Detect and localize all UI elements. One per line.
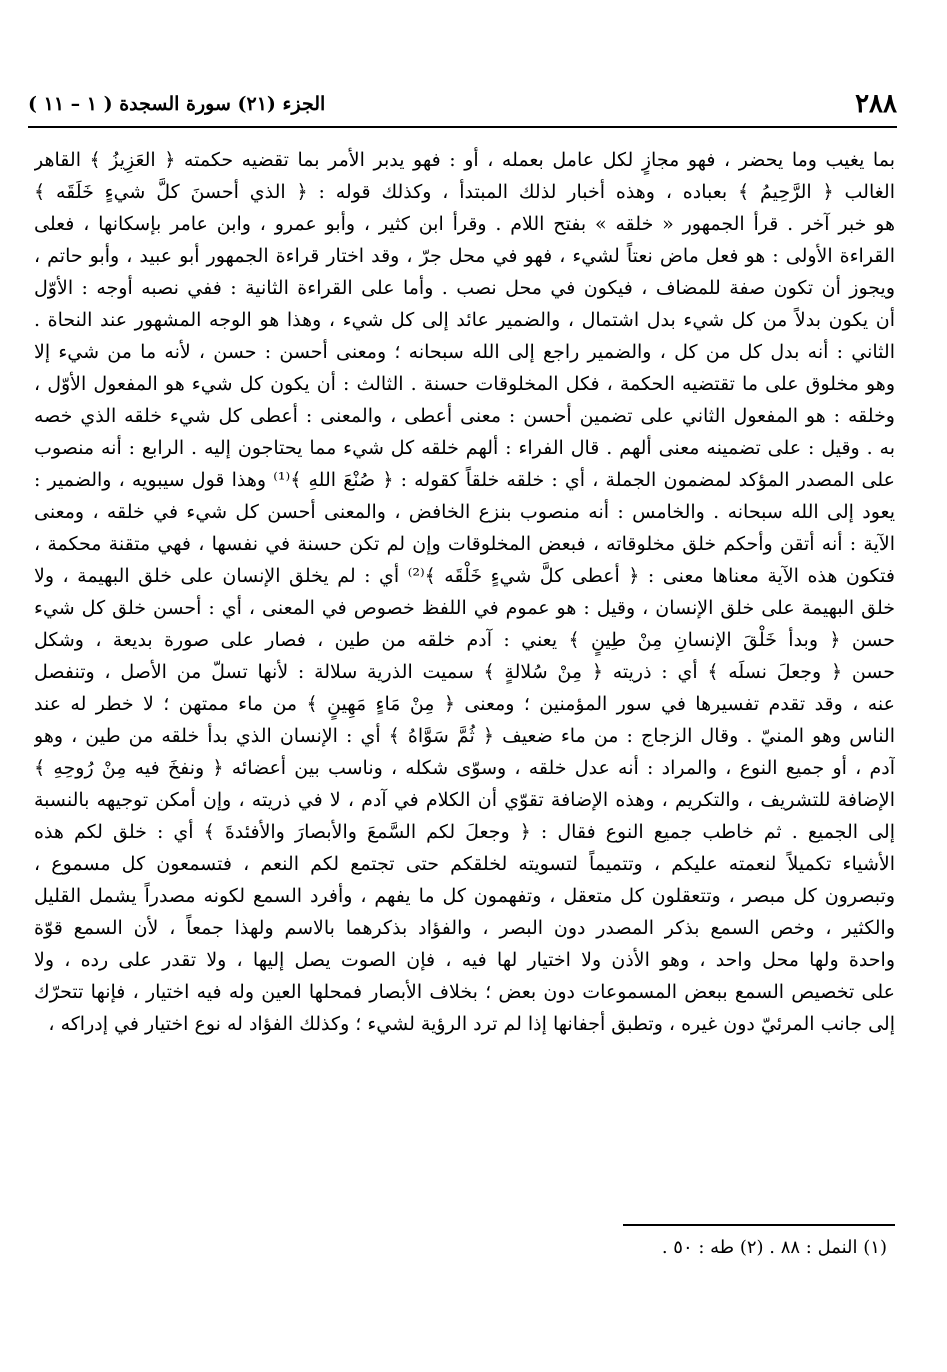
tafsir-text xyxy=(34,144,895,1040)
text-line: وخلقه : هو المفعول الثاني على تضمين أحسن : معنى أعطى ، والمعنى : أعطى كل شيء خلقه الذي خصه xyxy=(34,405,895,427)
text-line: الإضافة للتشريف ، والتكريم ، وهذه الإضافة تقوّي أن الكلام في آدم ، لا في ذريته ، وإن أمكن توجيهه بالنسبة xyxy=(34,789,895,811)
text-line: حسن ﴿ وبدأ خَلْقَ الإنسانِ مِنْ طِينٍ ﴾ يعني : آدم خلقه من طين ، فصار على صورة بديعة ، وشكل xyxy=(34,629,895,651)
text-line: وتبصرون كل مبصر ، وتتعقلون كل متعقل ، وتفهمون كل ما يفهم ، وأفرد السمع لكونه مصدراً يشمل القليل xyxy=(34,885,895,907)
text-line: على المصدر المؤكد لمضمون الجملة ، أي : خلقه خلقاً كقوله : ﴿ صُنْعَ اللهِ ﴾⁽¹⁾ وهذا قول سيبويه ، والضمير : xyxy=(34,469,895,491)
text-line: الآية : أنه أتقن وأحكم خلق مخلوقاته ، فبعض المخلوقات وإن لم تكن حسنة في نفسها ، فهي متقنة محكمة ، xyxy=(34,533,895,555)
text-line: إلى الجميع . ثم خاطب جميع النوع فقال : ﴿ وجعلَ لكم السَّمعَ والأبصارَ والأفئدةَ ﴾ أي : خلق لكم هذه xyxy=(34,821,895,843)
running-title: الجزء (٢١) سورة السجدة ( ١ – ١١ ) xyxy=(28,93,326,115)
text-line: عنه ، وقد تقدم تفسيرها في سور المؤمنين ؛ ومعنى ﴿ مِنْ مَاءٍ مَهِينٍ ﴾ من ماء ممتهن ؛ لا خطر له عند xyxy=(34,693,895,715)
text-line: آدم ، أو جميع النوع ، والمراد : أنه عدل خلقه ، وسوّى شكله ، وناسب بين أعضائه ﴿ ونفخَ فيه مِنْ رُوحِهِ ﴾ xyxy=(34,757,895,779)
text-line: إلى جانب المرئيّ دون غيره ، وتطبق أجفانها إذا لم ترد الرؤية لشيء ؛ وكذلك الفؤاد له نوع اختيار في إدراكه ، xyxy=(48,1013,895,1035)
text-line: ويجوز أن تكون صفة للمضاف ، فيكون في محل نصب . وأما على القراءة الثانية : ففي نصبه أوجه : الأوّل xyxy=(34,277,895,299)
text-line: واحدة ولها محل واحد ، وهو الأذن ولا اختيار لها فيه ، فإن الصوت يصل إليها ، ولا تقدر على رده ، ولا xyxy=(34,949,895,971)
page-number: ٢٨٨ xyxy=(855,89,897,119)
text-line: الغالب ﴿ الرَّحِيمُ ﴾ بعباده ، وهذه أخبار لذلك المبتدأ ، وكذلك قوله : ﴿ الذي أحسنَ كلَّ شيءٍ خَلَقَه ﴾ xyxy=(34,181,895,203)
text-line: الناس وهو المنيّ . وقال الزجاج : من ماء ضعيف ﴿ ثُمَّ سَوَّاهُ ﴾ أي : الإنسان الذي بدأ خلقه من طين ، وهو xyxy=(34,725,895,747)
page-header xyxy=(28,86,897,128)
footnotes: (١) النمل : ٨٨ . (٢) طه : ٥٠ . xyxy=(661,1237,887,1258)
text-line: حسن ﴿ وجعلَ نسلَه ﴾ أي : ذريته ﴿ مِنْ سُلالةٍ ﴾ سميت الذرية سلالة : لأنها تسلّ من الأصل ، وتنفصل xyxy=(34,661,895,683)
text-line: على تخصيص السمع ببعض المسموعات دون بعض ؛ بخلاف الأبصار فمحلها العين وله فيه اختيار ، فإنها تتحرّك xyxy=(34,981,895,1003)
text-line: بما يغيب وما يحضر ، فهو مجازٍ لكل عامل بعمله ، أو : فهو يدبر الأمر بما تقضيه حكمته ﴿ العَزِيزُ ﴾ القاهر xyxy=(34,149,895,171)
text-line: أن يكون بدلاً من كل شيء بدل اشتمال ، والضمير عائد إلى كل شيء ، وهذا هو الوجه المشهور عند النحاة . xyxy=(34,309,895,331)
text-line: يعود إلى الله سبحانه . والخامس : أنه منصوب بنزع الخافض ، والمعنى أحسن كل شيء في خلقه ، ومعنى xyxy=(34,501,895,523)
text-line: خلق البهيمة على خلق الإنسان ، وقيل : هو عموم في اللفظ خصوص في المعنى ، أي : أحسن خلق كل شيء xyxy=(34,597,895,619)
text-line: والكثير ، وخص السمع بذكر المصدر دون البصر ، والفؤاد بذكرهما بالاسم ولهذا جمعاً ، لأن السمع قوّة xyxy=(34,917,895,939)
footnote-divider xyxy=(623,1224,895,1226)
text-line: هو خبر آخر . قرأ الجمهور « خلقه » بفتح اللام . وقرأ ابن كثير ، وأبو عمرو ، وابن عامر بإسكانها ، فعلى xyxy=(34,213,895,235)
text-line: فتكون هذه الآية معناها معنى : ﴿ أعطى كلَّ شيءٍ خَلْقَه ﴾⁽²⁾ أي : لم يخلق الإنسان على خلق البهيمة ، ولا xyxy=(34,565,895,587)
text-line: وهو مخلوق على ما تقتضيه الحكمة ، فكل المخلوقات حسنة . الثالث : أن يكون كل شيء هو المفعول الأوّل ، xyxy=(34,373,895,395)
text-line: به . وقيل : على تضمينه معنى ألهم . قال الفراء : ألهم خلقه كل شيء مما يحتاجون إليه . الرابع : أنه منصوب xyxy=(34,437,895,459)
text-line: القراءة الأولى : هو فعل ماض نعتاً لشيء ، فهو في محل جرّ ، وقد اختار قراءة الجمهور أبو عبيد ، وأبو حاتم ، xyxy=(34,245,895,267)
text-line: الثاني : أنه بدل كل من كل ، والضمير راجع إلى الله سبحانه ؛ ومعنى أحسن : حسن ، لأنه ما من شيء إلا xyxy=(34,341,895,363)
text-line: الأشياء تكميلاً لنعمته عليكم ، وتتميماً لتسويته لخلقكم حتى تجتمع لكم النعم ، فتسمعون كل مسموع ، xyxy=(34,853,895,875)
